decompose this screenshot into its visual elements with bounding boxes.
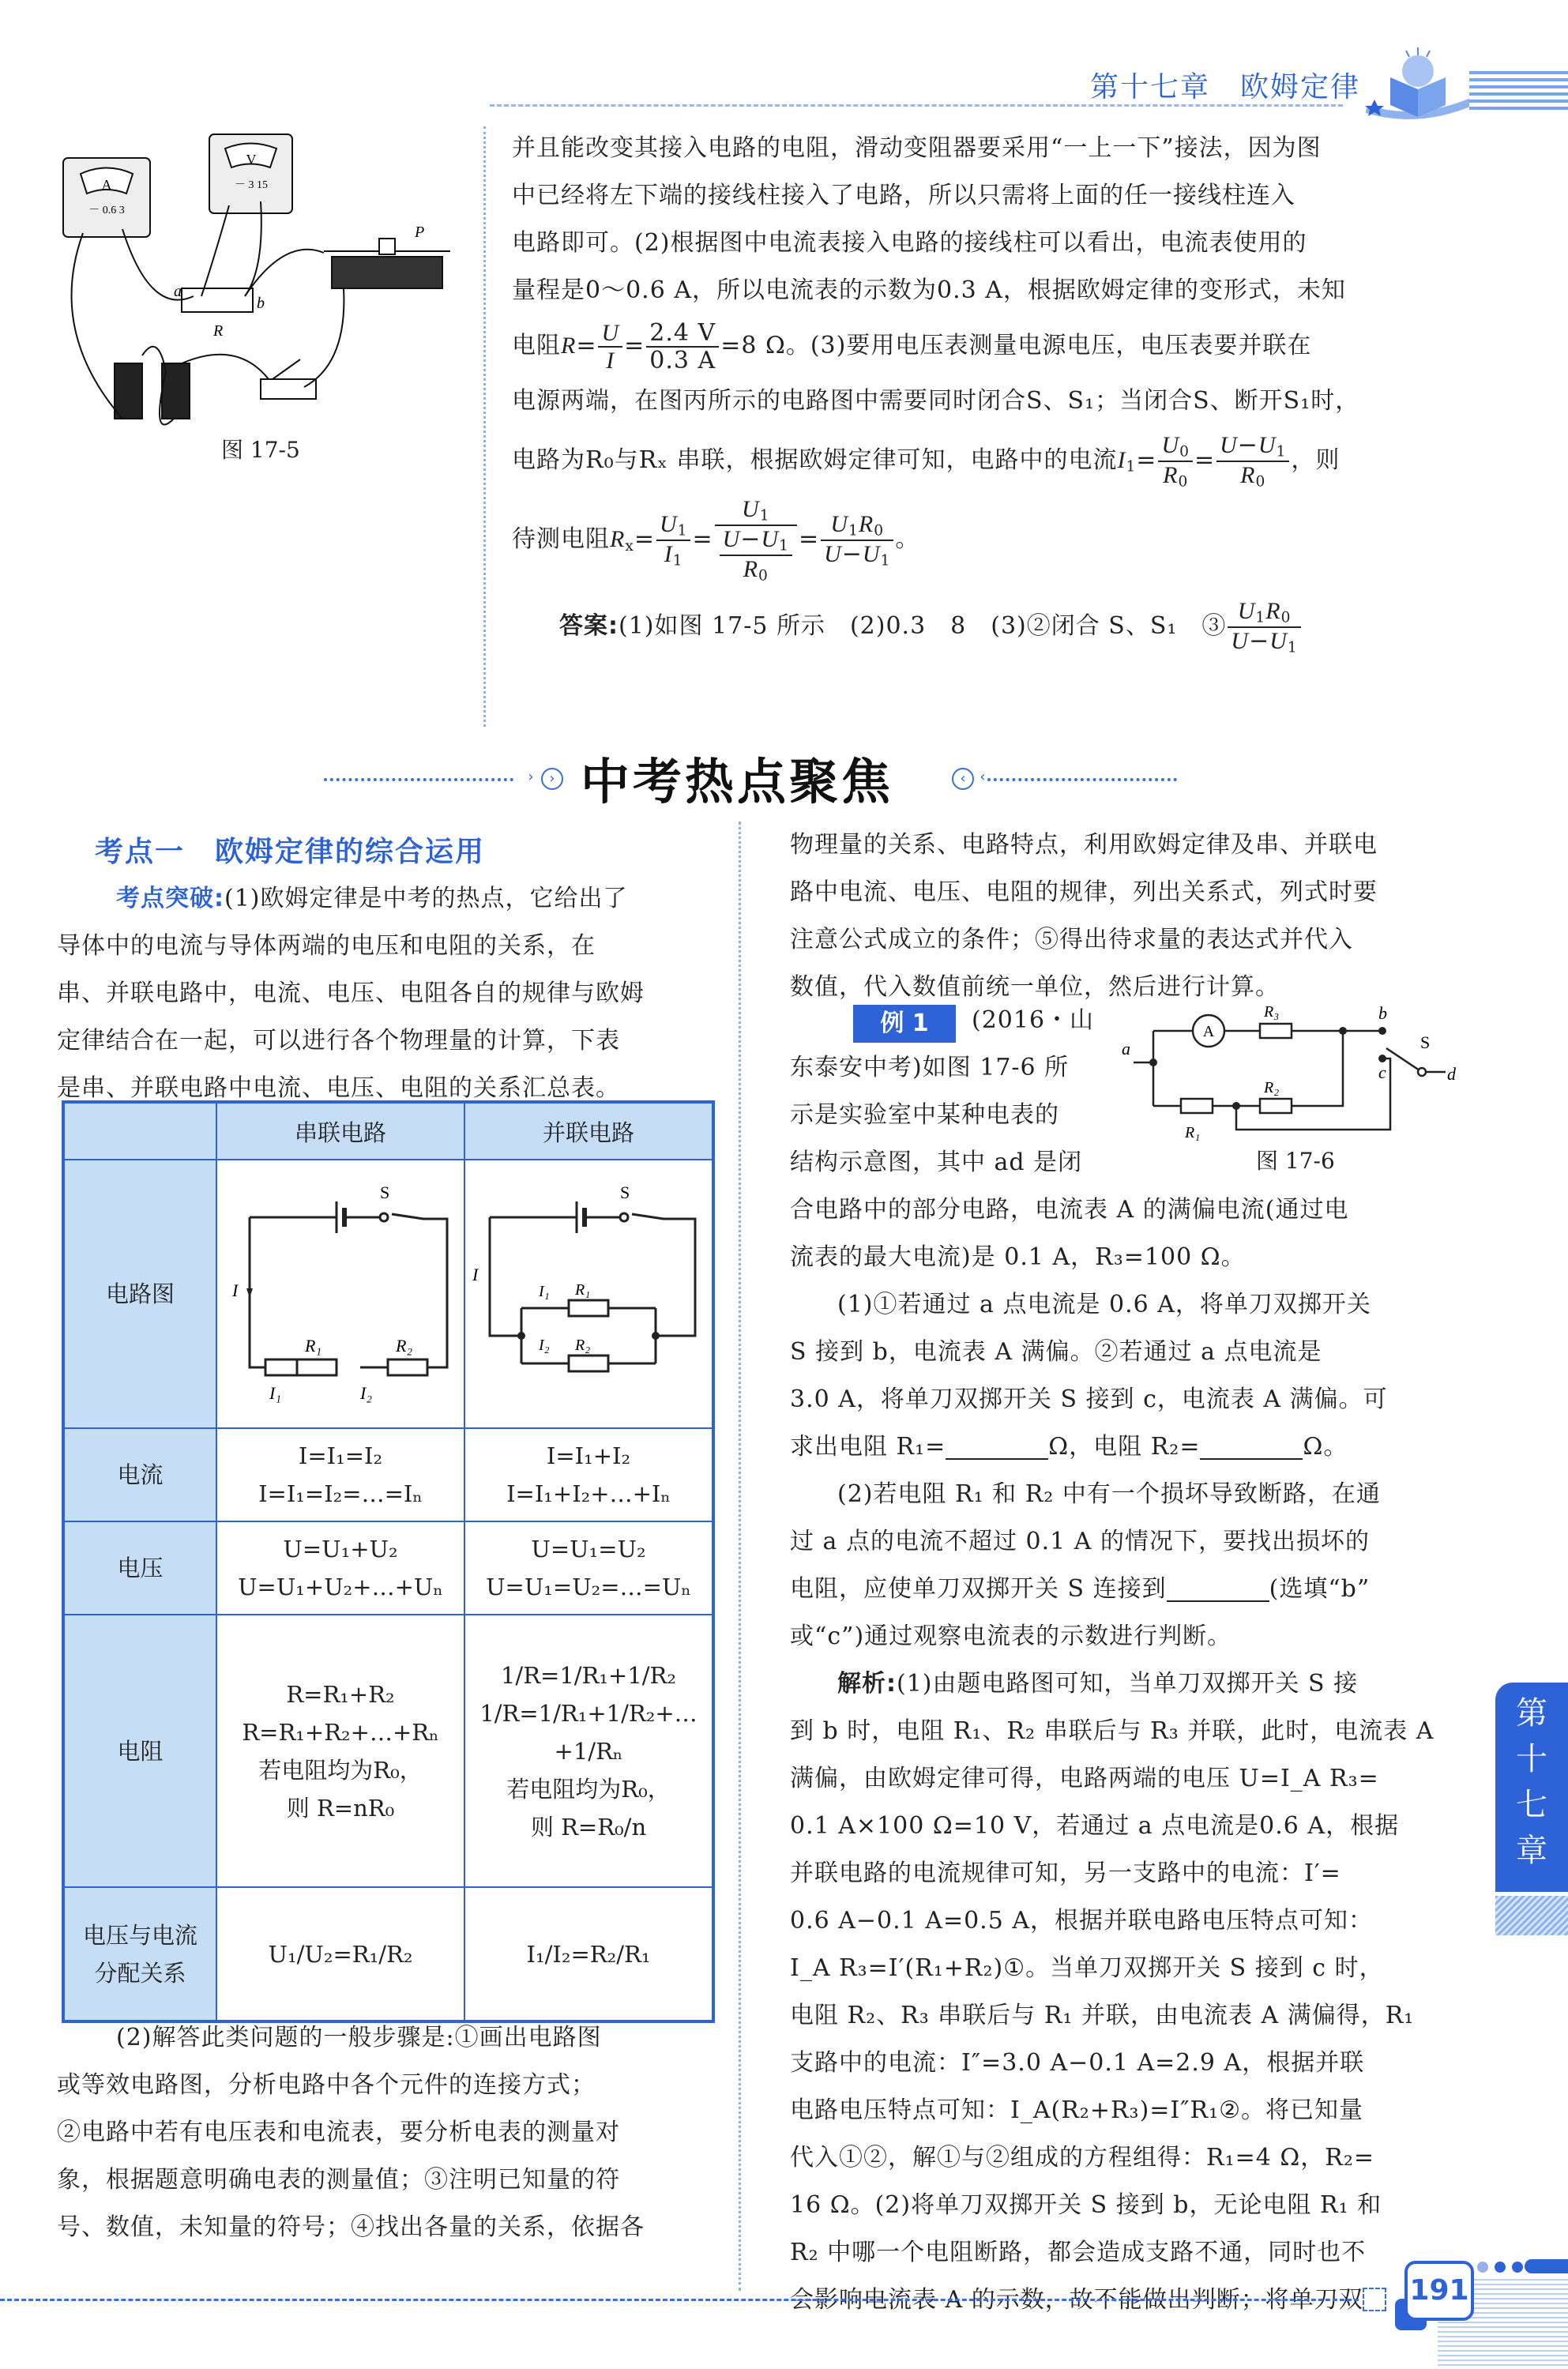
- dot-icon: [1495, 2262, 1506, 2273]
- ammeter-label: A: [101, 177, 112, 193]
- figure-17-5-caption: 图 17-5: [221, 437, 300, 463]
- chapter-side-tab: [1495, 1683, 1568, 1892]
- figure-17-6-circuit-diagram: [1122, 999, 1461, 1157]
- chapter-tab-text: 第十七章: [1516, 1695, 1547, 1869]
- example-badge: 例 1: [853, 1005, 956, 1043]
- example-intro: 东泰安中考)如图 17-6 所 示是实验室中某种电表的 结构示意图，其中 ad 是闭: [790, 1054, 1083, 1176]
- row-label: 电压: [63, 1521, 216, 1615]
- fraction-U-over-I: $\frac{U}{I}$: [598, 320, 622, 374]
- svg-text:R₁: R₁: [1185, 1124, 1201, 1141]
- chevron-right-small-icon: ›: [528, 769, 534, 785]
- paragraph-line: 串、并联电路中，电流、电压、电阻各自的规律与欧姆: [57, 980, 645, 1007]
- fill-in-line-R1-R2: 求出电阻 R₁= Ω，电阻 R₂= Ω。: [790, 1433, 1348, 1461]
- svg-text:I₂: I₂: [360, 1383, 372, 1403]
- fraction-2.4V-over-0.3A: $\frac{2.4 V}{0.3 A}$: [646, 320, 719, 374]
- svg-text:A: A: [1202, 1023, 1215, 1040]
- svg-text:I₁: I₁: [269, 1383, 281, 1403]
- resistor-R2: [388, 1359, 427, 1375]
- column-divider: [483, 126, 486, 727]
- svg-text:S: S: [620, 1183, 630, 1202]
- svg-text:I₁: I₁: [539, 1283, 550, 1300]
- solution-line-formula-R: 电阻R= $\frac{U}{I}$ = $\frac{2.4 V}{0.3 A}$ =8 Ω。(3)要用电压表测量电源电压，电压表要并联在: [512, 319, 1312, 374]
- chapter-tab-stripe: [1495, 1896, 1568, 1935]
- analysis-first-line: 解析:(1)由题电路图可知，当单刀双掷开关 S 接: [837, 1670, 1359, 1698]
- solution-line-formula-I1: 电路为R₀与Rₓ 串联，根据欧姆定律可知，电路中的电流$I_1=$ $\frac{U_0}{R_0}$ = $\frac{U-U_1}{R_0}$ ，则: [512, 431, 1341, 491]
- column-divider-2: [739, 822, 741, 2291]
- footer-bar: [1525, 2259, 1568, 2273]
- parallel-current-cell: I=I₁+I₂ I=I₁+I₂+…+Iₙ: [464, 1428, 713, 1521]
- section-title-line-left: [324, 778, 513, 781]
- paragraph-line: 导体中的电流与导体两端的电压和电阻的关系，在: [57, 932, 596, 960]
- kaodian-title: 考点一 欧姆定律的综合运用: [95, 836, 486, 868]
- resistor-board: [182, 288, 253, 312]
- dot-icon: [1477, 2262, 1488, 2273]
- series-current-cell: I=I₁=I₂ I=I₁=I₂=…=Iₙ: [216, 1428, 464, 1521]
- label-b: b: [257, 295, 265, 312]
- footer-dashed-square-icon: [1363, 2288, 1386, 2311]
- answer-blank-switch[interactable]: [1167, 1578, 1269, 1602]
- breakthrough-label: 考点突破:: [116, 885, 224, 912]
- svg-text:I₂: I₂: [539, 1337, 550, 1354]
- rheostat: [332, 257, 442, 288]
- table-row-current: [63, 1428, 713, 1521]
- chapter-header-title: 第十七章 欧姆定律: [1090, 71, 1361, 103]
- chevron-left-icon: ‹: [952, 768, 974, 790]
- steps-paragraph: (2)解答此类问题的一般步骤是:①画出电路图 或等效电路图，分析电路中各个元件的连接方式； ②电路中若有电压表和电流表，要分析电表的测量对 象，根据题意明确电表的测量值；③注明已知量的符 号、数值，未知量的符号；④找出各量的关系，依据各: [57, 2024, 645, 2241]
- switch: [261, 379, 316, 399]
- fill-in-line-switch: 电阻，应使单刀双掷开关 S 连接到 (选填“b”: [790, 1575, 1371, 1603]
- battery-1: [115, 363, 142, 419]
- label-R: R: [213, 322, 224, 340]
- solution-line: 量程是0～0.6 A，所以电流表的示数为0.3 A，根据欧姆定律的变形式，未知: [512, 276, 1346, 304]
- table-row-resistance: [63, 1615, 713, 1887]
- answer-blank-R2[interactable]: [1200, 1436, 1303, 1460]
- kaodian-paragraph: 考点突破:(1)欧姆定律是中考的热点，它给出了 导体中的电流与导体两端的电压和电阻的关系，在 串、并联电路中，电流、电压、电阻各自的规律与欧姆 定律结合在一起，可以进行各个物理量的计算，下表 是串、并联电路中电流、电压、电阻的关系汇总表。: [57, 875, 736, 1112]
- figure-17-5-circuit-diagram: [32, 126, 474, 458]
- ammeter-terminals: － 0.6 3: [88, 205, 125, 216]
- resistor-R2: [1260, 1099, 1292, 1113]
- parallel-circuit-diagram: [466, 1170, 711, 1407]
- svg-text:a: a: [1122, 1039, 1130, 1059]
- svg-text:R₂: R₂: [1264, 1079, 1280, 1096]
- parallel-voltage-cell: U=U₁=U₂ U=U₁=U₂=…=Uₙ: [464, 1521, 713, 1615]
- steps-paragraph-continued: 物理量的关系、电路特点，利用欧姆定律及串、并联电 路中电流、电压、电阻的规律，列出关系式，列式时要 注意公式成立的条件；⑤得出待求量的表达式并代入 数值，代入数值前统一单位，然后进行计算。: [790, 831, 1378, 1001]
- svg-text:R₃: R₃: [1264, 1003, 1280, 1021]
- answer-label: 答案:: [559, 612, 619, 640]
- row-label: 电路图: [63, 1160, 216, 1428]
- svg-text:R₂: R₂: [396, 1336, 413, 1356]
- svg-text:R₁: R₁: [575, 1281, 591, 1299]
- label-P: P: [415, 224, 425, 241]
- solution-line-formula-Rx: 待测电阻$R_x=$ $\frac{U_1}{I_1}$ = $\frac{U_1}{\frac{U-U_1}{R_0}}$ = $\frac{U_1R_0}{U-U_1}$ 。: [512, 496, 920, 585]
- figure-17-6-caption: 图 17-6: [1256, 1148, 1335, 1174]
- row-label: 电阻: [63, 1615, 216, 1887]
- table-row-distribution: [63, 1887, 713, 2021]
- section-title-line-right: [987, 778, 1177, 781]
- parallel-distribution-cell: I₁/I₂=R₂/R₁: [464, 1887, 713, 2021]
- header-stripes: [1469, 71, 1568, 111]
- solution-line: 电源两端，在图丙所示的电路图中需要同时闭合S、S₁；当闭合S、断开S₁时，: [512, 387, 1360, 415]
- series-distribution-cell: U₁/U₂=R₁/R₂: [216, 1887, 464, 2021]
- paragraph-line: 定律结合在一起，可以进行各个物理量的计算，下表: [57, 1027, 620, 1055]
- series-circuit-diagram: [218, 1170, 463, 1407]
- solution-line: 中已经将左下端的接线柱接入了电路，所以只需将上面的任一接线柱连入: [512, 182, 1295, 209]
- footer-line: [0, 2299, 1359, 2301]
- svg-text:b: b: [1378, 1003, 1387, 1023]
- svg-text:c: c: [1378, 1062, 1386, 1082]
- table-header-series: 串联电路: [216, 1102, 464, 1160]
- resistor-R1: [265, 1359, 297, 1375]
- reading-book-mascot-icon: [1359, 46, 1477, 125]
- dot-icon: [1512, 2262, 1523, 2273]
- section-title: 中考热点聚焦: [581, 753, 894, 810]
- row-label: 电流: [63, 1428, 216, 1521]
- svg-text:R₁: R₁: [305, 1336, 322, 1356]
- solution-line: 电路即可。(2)根据图中电流表接入电路的接线柱可以看出，电流表使用的: [512, 229, 1307, 257]
- voltmeter-label: V: [246, 152, 257, 167]
- label-a: a: [174, 283, 182, 300]
- series-circuit-cell: [216, 1160, 464, 1428]
- analysis-label: 解析:: [837, 1670, 897, 1698]
- svg-text:S: S: [380, 1183, 390, 1202]
- table-header-empty: [63, 1102, 216, 1160]
- resistor-R3: [1260, 1024, 1292, 1038]
- voltmeter-terminals: － 3 15: [235, 179, 268, 191]
- resistor-R1: [1181, 1099, 1213, 1113]
- svg-text:I: I: [232, 1280, 239, 1300]
- paragraph-line: 是串、并联电路中电流、电压、电阻的关系汇总表。: [57, 1074, 620, 1102]
- answer-line: 答案:(1)如图 17-5 所示 (2)0.3 8 (3)②闭合 S、S₁ ③ $\frac{U_1R_0}{U-U_1}$: [512, 591, 1468, 662]
- header-divider: [490, 104, 1343, 107]
- footer-dots: [1477, 2261, 1529, 2276]
- svg-text:I: I: [472, 1265, 479, 1284]
- table-header-parallel: 并联电路: [464, 1102, 713, 1160]
- svg-text:d: d: [1447, 1064, 1456, 1084]
- table-row-circuit: [63, 1160, 713, 1428]
- example-source: (2016・山: [972, 1006, 1095, 1034]
- solution-line: 并且能改变其接入电路的电阻，滑动变阻器要采用“一上一下”接法，因为图: [512, 134, 1322, 162]
- example-body: 合电路中的部分电路，电流表 A 的满偏电流(通过电 流表的最大电流)是 0.1 A，R₃=100 Ω。 (1)①若通过 a 点电流是 0.6 A，将单刀双掷开关 S 接到 b，电流表 A 满偏。②若通过 a 点电流是 3.0 A，将单刀双掷开关 S 接到 c，电流表 A 满偏。可 求出电阻 R₁= Ω，电阻 R₂= Ω。 (2)若电阻 R₁ 和 R₂ 中有一个损坏导致断路，在通 过 a 点的电流不超过 0.1 A 的情况下，要找出损坏的 电阻，应使单刀双掷开关 S 连接到 (选填“b” 或“c”)通过观察电流表的示数进行判断。 解析:(1)由题电路图可知，当单刀双掷开关 S 接 到 b 时，电阻 R₁、R₂ 串联后与 R₃ 并联，此时，电流表 A 满偏，由欧姆定律可得，电路两端的电压 U=I_A R₃= 0.1 A×100 Ω=10 V，若通过 a 点电流是0.6 A，根据 并联电路的电流规律可知，另一支路中的电流：I′= 0.6 A−0.1 A=0.5 A，根据并联电路电压特点可知： I_A R₃=I′(R₁+R₂)①。当单刀双掷开关 S 接到 c 时， 电阻 R₂、R₃ 串联后与 R₁ 并联，由电流表 A 满偏得，R₁ 支路中的电流：I″=3.0 A−0.1 A=2.9 A，根据并联 电路电压特点可知：I_A(R₂+R₃)=I″R₁②。将已知量 代入①②，解①与②组成的方程组得：R₁=4 Ω，R₂= 16 Ω。(2)将单刀双掷开关 S 接到 b，无论电阻 R₁ 和 R₂ 中哪一个电阻断路，都会造成支路不通，同时也不 会影响电流表 A 的示数，故不能做出判断；将单刀双: [790, 1186, 1461, 2324]
- page-number: 191: [1404, 2261, 1474, 2321]
- row-label: 电压与电流分配关系: [63, 1887, 216, 2021]
- chevron-left-small-icon: ‹: [980, 769, 986, 785]
- table-header-row: [63, 1102, 713, 1160]
- series-parallel-relation-table: [62, 1100, 715, 2023]
- table-row-voltage: [63, 1521, 713, 1615]
- answer-text: (1)如图 17-5 所示 (2)0.3 8 (3)②闭合 S、S₁ ③: [619, 612, 1227, 640]
- chevron-right-icon: ›: [541, 768, 563, 790]
- parallel-circuit-cell: [464, 1160, 713, 1428]
- parallel-resistance-cell: 1/R=1/R₁+1/R₂ 1/R=1/R₁+1/R₂+…+1/Rₙ 若电阻均为R₀， 则 R=R₀/n: [464, 1615, 713, 1887]
- series-voltage-cell: U=U₁+U₂ U=U₁+U₂+…+Uₙ: [216, 1521, 464, 1615]
- switch-S: [1386, 1048, 1446, 1072]
- svg-text:R₂: R₂: [575, 1337, 591, 1354]
- svg-text:S: S: [1420, 1032, 1431, 1052]
- series-resistance-cell: R=R₁+R₂ R=R₁+R₂+…+Rₙ 若电阻均为R₀， 则 R=nR₀: [216, 1615, 464, 1887]
- answer-blank-R1[interactable]: [946, 1436, 1048, 1460]
- solution-continued: [512, 125, 1468, 662]
